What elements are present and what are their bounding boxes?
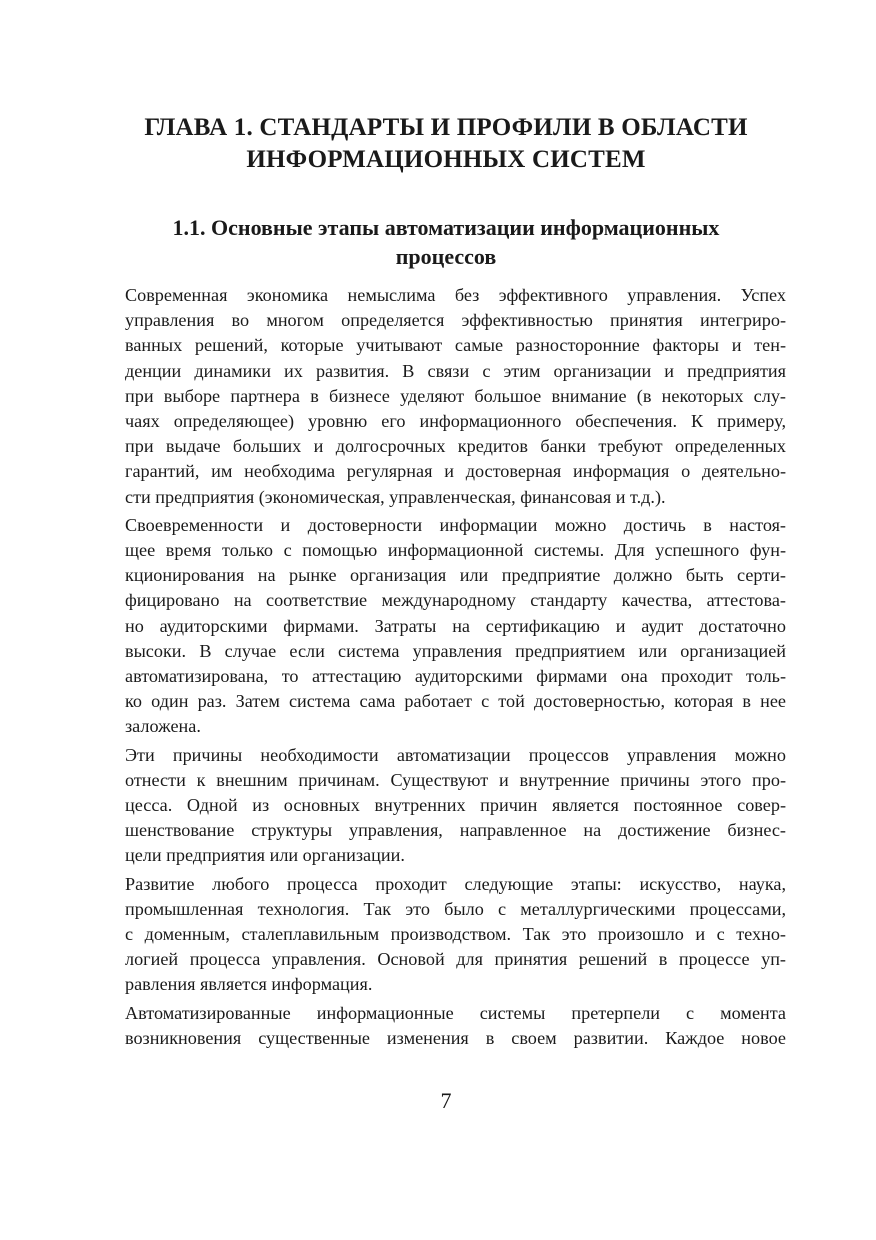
text-line: ванных решений, которые учитывают самые разносторонние факторы и тен- [125,335,786,356]
text-line: Автоматизированные информационные системы претерпели с момента [125,1002,786,1023]
text-line: управления во многом определяется эффективностью принятия интегриро- [125,310,786,331]
paragraph [106,283,786,510]
paragraph [106,513,786,740]
text-line: фицировано на соответствие международному стандарту качества, аттестова- [125,590,786,611]
text-line: отнести к внешним причинам. Существуют и внутренние причины этого про- [125,769,786,790]
chapter-title-line-2: ИНФОРМАЦИОННЫХ СИСТЕМ [246,146,646,173]
text-line: промышленная технология. Так это было с металлургическими процессами, [125,898,786,919]
text-line: денции динамики их развития. В связи с этим организации и предприятия [125,360,786,381]
paragraph [106,743,786,869]
paragraph [106,872,786,998]
text-line: шенствование структуры управления, направленное на достижение бизнес- [125,820,786,841]
text-line: чаях определяющее) уровню его информационного обеспечения. К примеру, [125,411,786,432]
text-line: Развитие любого процесса проходит следующие этапы: искусство, наука, [125,873,786,894]
text-line: заложена. [125,716,201,737]
text-line: равления является информация. [125,974,373,995]
text-line: логией процесса управления. Основой для принятия решений в процессе уп- [125,949,786,970]
text-line: гарантий, им необходима регулярная и достоверная информация о деятельно- [125,461,786,482]
text-line: при выдаче больших и долгосрочных кредитов банки требуют определенных [125,436,786,457]
section-title-line-1: 1.1. Основные этапы автоматизации информационных [172,215,720,240]
text-line: сти предприятия (экономическая, управленческая, финансовая и т.д.). [125,486,666,507]
text-line: но аудиторскими фирмами. Затраты на сертификацию и аудит достаточно [125,615,786,636]
text-line: ко один раз. Затем система сама работает с той достоверностью, которая в нее [125,691,786,712]
text-line: при выборе партнера в бизнесе уделяют большое внимание (в некоторых слу- [125,385,786,406]
text-line: щее время только с помощью информационной системы. Для успешного фун- [125,540,786,561]
text-line: Своевременности и достоверности информации можно достичь в настоя- [125,514,786,535]
paragraph [106,1001,786,1051]
text-line: Эти причины необходимости автоматизации процессов управления можно [125,744,786,765]
text-line: Современная экономика немыслима без эффективного управления. Успех [125,285,786,305]
section-title [106,213,786,271]
text-line: цели предприятия или организации. [125,845,405,866]
text-line: автоматизирована, то аттестацию аудиторскими фирмами она проходит толь- [125,666,786,687]
text-line: высоки. В случае если система управления предприятием или организацией [125,640,786,661]
text-line: возникновения существенные изменения в своем развитии. Каждое новое [125,1027,786,1048]
text-line: цесса. Одной из основных внутренних причин является постоянное совер- [125,795,786,816]
chapter-title [106,112,786,176]
chapter-title-line-1: ГЛАВА 1. СТАНДАРТЫ И ПРОФИЛИ В ОБЛАСТИ [144,114,748,141]
body-text [106,283,786,1054]
page-number: 7 [440,1088,452,1113]
text-line: кционирования на рынке организация или предприятие должно быть серти- [125,565,786,586]
text-line: с доменным, сталеплавильным производством. Так это произошло и с техно- [125,924,786,945]
section-title-line-2: процессов [395,244,497,269]
book-page [106,0,786,1240]
